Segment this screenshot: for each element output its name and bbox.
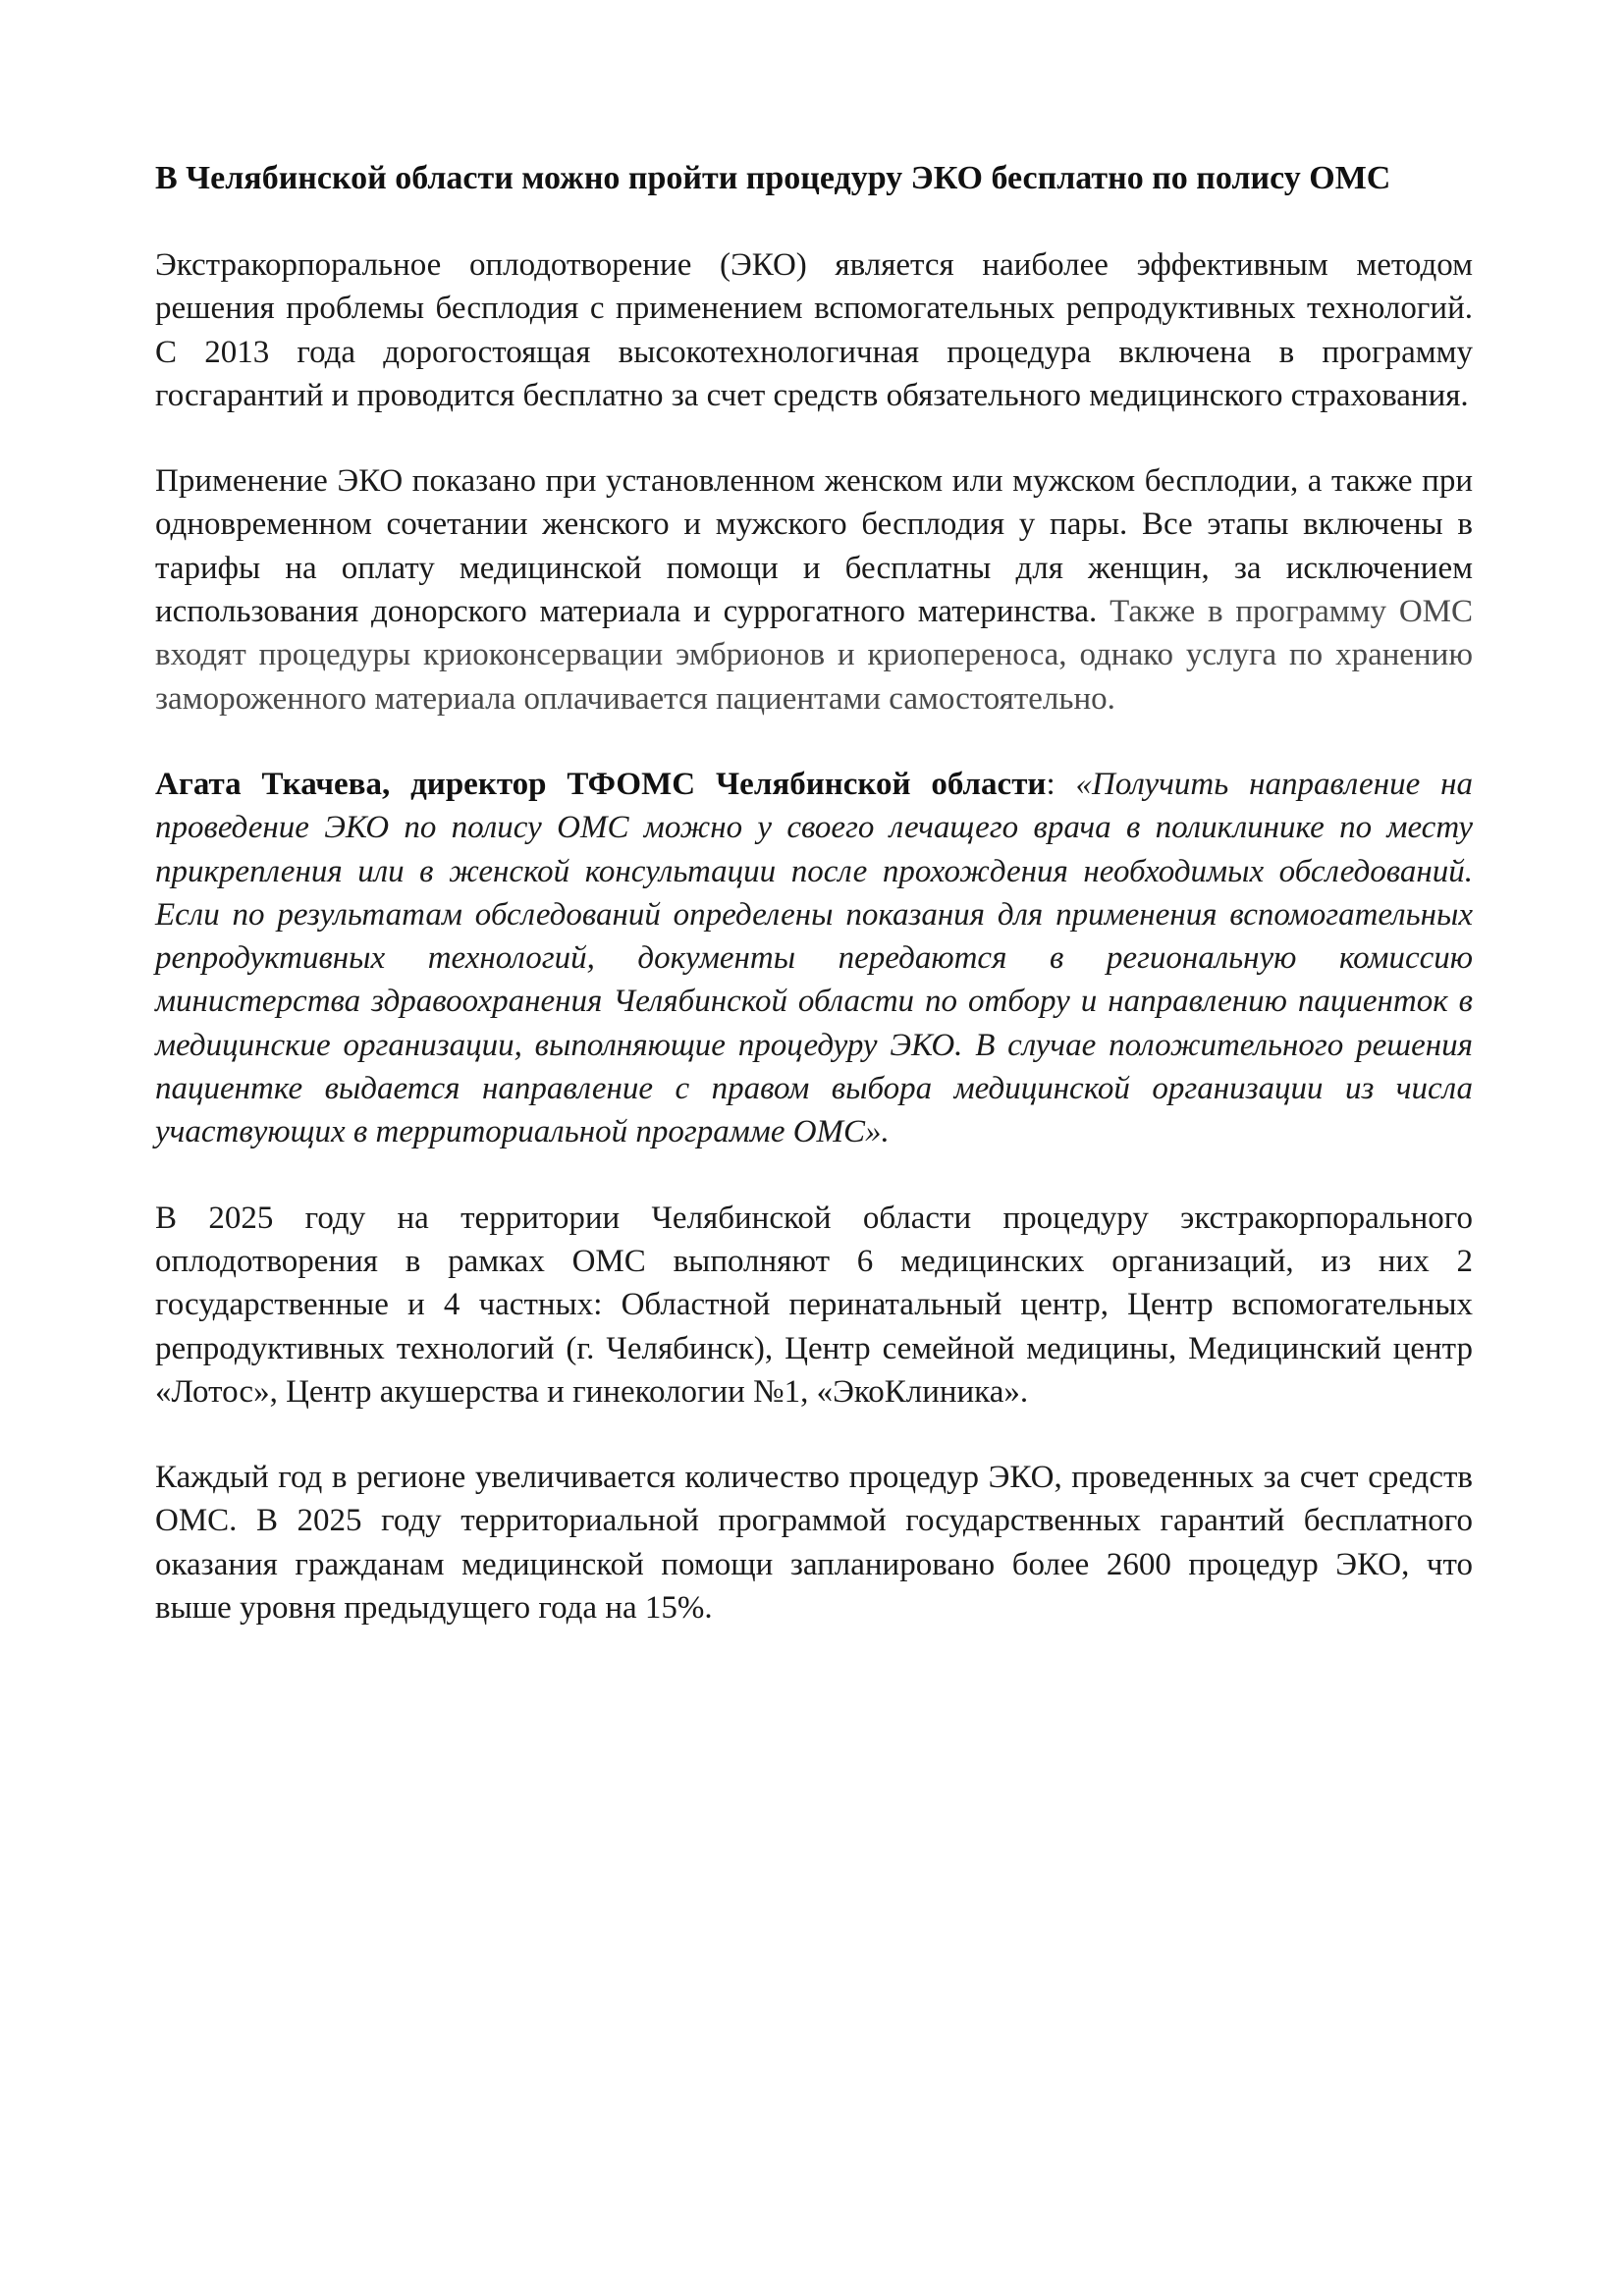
cryo-text: Также в программу ОМС входят процедуры криоконсервации эмбрионов и криопереноса, однако услуга по хранению замороженного материала оплачивается пациентами самостоятельно.	[155, 594, 1474, 717]
quote-text: «Получить направление на проведение ЭКО по полису ОМС можно у своего лечащего врача в поликлинике по месту прикрепления или в женской консультации после прохождения необходимых обследований. Если по результатам обследований определены показания для применения вспомогательных репродуктивных технологий, документы передаются в региональную комиссию министерства здравоохранения Челябинской области по отбору и направлению пациенток в медицинские организации, выполняющие процедуру ЭКО. В случае положительного решения пациентке выдается направление с правом выбора медицинской организации из числа участвующих в территориальной программе ОМС».	[155, 766, 1473, 1150]
document-page	[155, 157, 1473, 1629]
paragraph-intro: Экстракорпоральное оплодотворение (ЭКО) является наиболее эффективным методом решения проблемы бесплодия с применением вспомогательных репродуктивных технологий. С 2013 года дорогостоящая высокотехнологичная процедура включена в программу госгарантий и проводится бесплатно за счет средств обязательного медицинского страхования.	[155, 247, 1473, 413]
spacer	[155, 721, 1473, 763]
paragraph-indications	[155, 459, 1473, 721]
paragraph-quote	[155, 763, 1473, 1154]
document-title: В Челябинской области можно пройти процедуру ЭКО бесплатно по полису ОМС	[155, 160, 1391, 196]
quote-separator: :	[1046, 766, 1056, 802]
quote-author: Агата Ткачева, директор ТФОМС Челябинской области	[155, 766, 1047, 802]
spacer	[155, 1154, 1473, 1197]
spacer	[155, 1414, 1473, 1456]
spacer	[155, 417, 1473, 459]
spacer	[155, 200, 1473, 243]
paragraph-statistics: Каждый год в регионе увеличивается количество процедур ЭКО, проведенных за счет средств ОМС. В 2025 году территориальной программой государственных гарантий бесплатного оказания гражданам медицинской помощи запланировано более 2600 процедур ЭКО, что выше уровня предыдущего года на 15%.	[155, 1460, 1473, 1627]
paragraph-organizations: В 2025 году на территории Челябинской области процедуру экстракорпорального оплодотворения в рамках ОМС выполняют 6 медицинских организаций, из них 2 государственные и 4 частных: Областной перинатальный центр, Центр вспомогательных репродуктивных технологий (г. Челябинск), Центр семейной медицины, Медицинский центр «Лотос», Центр акушерства и гинекологии №1, «ЭкоКлиника».	[155, 1200, 1473, 1410]
indications-text: Применение ЭКО показано при установленном женском или мужском бесплодии, а также при одновременном сочетании женского и мужского бесплодия у пары. Все этапы включены в тарифы на оплату медицинской помощи и бесплатны для женщин, за исключением использования донорского материала и суррогатного материнства.	[155, 463, 1473, 630]
